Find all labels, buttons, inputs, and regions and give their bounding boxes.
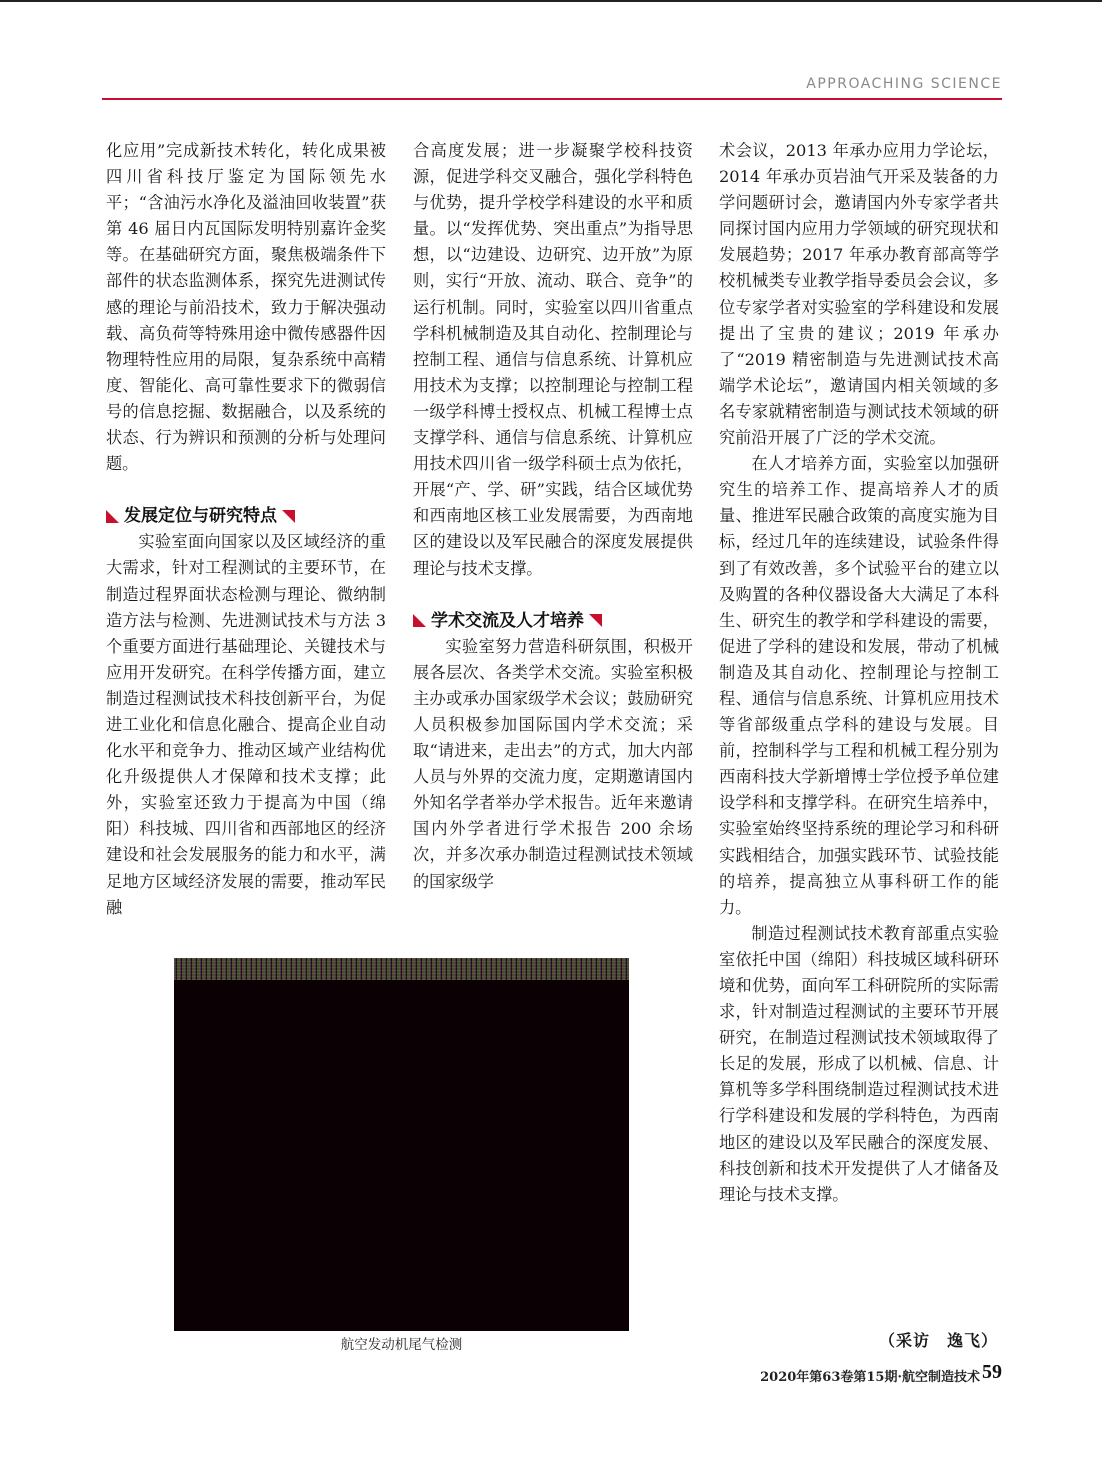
red-triangle-left-icon [413,614,426,627]
section-heading-text: 发展定位与研究特点 [124,506,277,527]
footer-issue: 2020年第63卷第15期·航空制造技术 [760,1370,980,1385]
section-heading-exchange [413,608,693,634]
byline: （采访 逸飞） [878,1331,998,1350]
section-header-label: APPROACHING SCIENCE [806,76,1002,92]
section-heading-text: 学术交流及人才培养 [431,610,584,631]
paragraph: 实验室努力营造科研氛围，积极开展各层次、各类学术交流。实验室积极主办或承办国家级学术会议；鼓励研究人员积极参加国际国内学术交流；采取“请进来，走出去”的方式，加大内部人员与外界的交流力度，定期邀请国内外知名学者举办学术报告。近年来邀请国内外学者进行学术报告 200 余场次，并多次承办制造过程测试技术领域的国家级学 [413,636,693,891]
paragraph: 化应用”完成新技术转化，转化成果被四川省科技厅鉴定为国际领先水平；“含油污水净化及溢油回收装置”获第 46 届日内瓦国际发明特别嘉许金奖等。在基础研究方面，聚焦极端条件下部件的状态监测体系，探究先进测试传感的理论与前沿技术，致力于解决强动载、高负荷等特殊用途中微传感器件因物理特性应用的局限，复杂系统中高精度、智能化、高可靠性要求下的微弱信号的信息挖掘、数据融合，以及系统的状态、行为辨识和预测的分析与处理问题。 [106,141,386,474]
red-triangle-right-icon [589,614,602,627]
text-column-2 [413,138,693,895]
paragraph: 实验室面向国家以及区域经济的重大需求，针对工程测试的主要环节，在制造过程界面状态检测与理论、微纳制造方法与检测、先进测试技术与方法 3 个重要方面进行基础理论、关键技术与应用开发研究。在科学传播方面，建立制造过程测试技术科技创新平台，为促进工业化和信息化融合、提高企业自动化水平和竞争力、推动区域产业结构优化升级提供人才保障和技术支撑；此外，实验室还致力于提高为中国（绵阳）科技城、四川省和西部地区的经济建设和社会发展服务的能力和水平，满足地方区域经济发展的需要，推动军民融 [106,532,386,917]
red-triangle-left-icon [106,510,119,523]
text-column-3 [719,138,999,1208]
spacer [413,582,693,608]
top-border-rule [0,0,1102,2]
photo-noise-band [174,958,629,980]
paragraph: 在人才培养方面，实验室以加强研究生的培养工作、提高培养人才的质量、推进军民融合政策的高度实施为目标，经过几年的连续建设，试验条件得到了有效改善，多个试验平台的建立以及购置的各种仪器设备大大满足了本科生、研究生的教学和学科建设的需要，促进了学科的建设和发展，带动了机械制造及其自动化、控制理论与控制工程、通信与信息系统、计算机应用技术等省部级重点学科的建设与发展。目前，控制科学与工程和机械工程分别为西南科技大学新增博士学位授予单位建设学科和支撑学科。在研究生培养中，实验室始终坚持系统的理论学习和科研实践相结合，加强实践环节、试验技能的培养，提高独立从事科研工作的能力。 [719,454,999,917]
paragraph: 合高度发展；进一步凝聚学校科技资源，促进学科交叉融合，强化学科特色与优势，提升学校学科建设的水平和质量。以“发挥优势、突出重点”为指导思想，以“边建设、边研究、边开放”为原则，实行“开放、流动、联合、竞争”的运行机制。同时，实验室以四川省重点学科机械制造及其自动化、控制理论与控制工程、通信与信息系统、计算机应用技术为支撑；以控制理论与控制工程一级学科博士授权点、机械工程博士点支撑学科、通信与信息系统、计算机应用技术四川省一级学科硕士点为依托，开展“产、学、研”实践，结合区域优势和西南地区核工业发展需要，为西南地区的建设以及军民融合的深度发展提供理论与技术支撑。 [413,141,693,578]
header-red-rule [102,98,1002,100]
page-number: 59 [982,1361,1002,1383]
spacer [106,477,386,503]
section-heading-positioning [106,503,386,529]
paragraph: 制造过程测试技术教育部重点实验室依托中国（绵阳）科技城区域科研环境和优势，面向军工科研院所的实际需求，针对制造过程测试的主要环节开展研究，在制造过程测试技术领域取得了长足的发展，形成了以机械、信息、计算机等多学科围绕制造过程测试技术进行学科建设和发展的学科特色，为西南地区的建设以及军民融合的深度发展、科技创新和技术开发提供了人才储备及理论与技术支撑。 [719,923,999,1204]
paragraph: 术会议，2013 年承办应用力学论坛，2014 年承办页岩油气开采及装备的力学问题研讨会，邀请国内外专家学者共同探讨国内应用力学领域的研究现状和发展趋势；2017 年承办教育部高等学校机械类专业教学指导委员会会议，多位专家学者对实验室的学科建设和发展提出了宝贵的建议；2019 年承办了“2019 精密制造与先进测试技术高端学术论坛”，邀请国内相关领域的多名专家就精密制造与测试技术领域的研究前沿开展了广泛的学术交流。 [719,141,999,448]
figure-caption: 航空发动机尾气检测 [340,1337,463,1353]
figure-photo [174,958,629,1331]
red-triangle-right-icon [282,510,295,523]
text-column-1 [106,138,386,921]
